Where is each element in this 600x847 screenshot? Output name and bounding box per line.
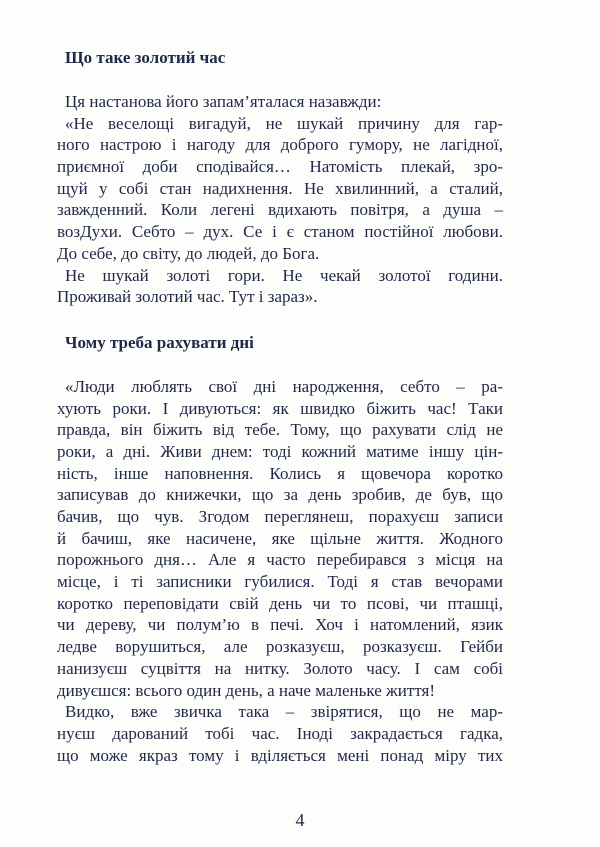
- text-line: місце, і ті записники губилися. Тоді я став вечорами: [57, 572, 503, 592]
- text-line: До себе, до світу, до людей, до Бога.: [57, 243, 320, 263]
- text-line: ність, інше наповнення. Колись я щовечора коротко: [57, 463, 503, 483]
- text-line: Видко, вже звичка така – звірятися, що не мар-: [65, 702, 503, 722]
- text-line: бачив, що чув. Згодом переглянеш, порахуєш записи: [57, 507, 503, 526]
- text-line: роки, а дні. Живи днем: тоді кожний матиме іншу цін-: [57, 441, 503, 461]
- paragraph: [57, 376, 503, 701]
- text-line: нанизуєш суцвіття на нитку. Золото часу. І сам собі: [57, 658, 503, 678]
- text-line: завжденний. Коли легені вдихають повітря, а душа –: [57, 200, 503, 220]
- section-heading: Що таке золотий час: [65, 48, 226, 67]
- text-line: коротко переповідати свій день чи то псові, чи пташці,: [57, 593, 503, 613]
- section-text: [57, 91, 503, 308]
- text-line: щуй у собі стан надихнення. Не хвилинний, а сталий,: [57, 178, 503, 198]
- text-line: ного настрою і нагоду для доброго гумору, не лагідної,: [57, 135, 503, 155]
- section-counting-days: [57, 332, 503, 766]
- text-line: записував до книжечки, що за день зробив, де був, що: [57, 485, 503, 505]
- text-line: Не шукай золоті гори. Не чекай золотої години.: [65, 265, 503, 285]
- text-line: Ця настанова його запам’яталася назавжди:: [65, 92, 382, 111]
- page-body: [57, 47, 503, 766]
- text-line: «Не веселощі вигадуй, не шукай причину для гар-: [65, 113, 503, 133]
- paragraph: [57, 701, 503, 766]
- text-line: возДухи. Себто – дух. Се і є станом постійної любови.: [57, 222, 503, 242]
- text-line: порожнього дня… Але я часто перебирався з місця на: [57, 550, 503, 570]
- text-line: чи дереву, чи полум’ю в печі. Хоч і натомлений, язик: [57, 615, 503, 635]
- text-line: дивуєшся: всього один день, а наче маленьке життя!: [57, 680, 436, 700]
- paragraph: [57, 91, 503, 113]
- text-line: Проживай золотий час. Тут і зараз».: [57, 287, 318, 307]
- text-line: що може якраз тому і вділяється мені понад міру тих: [57, 745, 503, 765]
- text-line: хують роки. І дивуються: як швидко біжить час! Таки: [57, 398, 503, 418]
- text-line: нуєш дарований тобі час. Іноді закрадається гадка,: [57, 723, 503, 743]
- section-golden-time: [57, 47, 503, 308]
- paragraph: [57, 265, 503, 308]
- text-line: приємної доби сподівайся… Натомість плекай, зро-: [57, 157, 503, 177]
- text-line: ледве ворушиться, але розказуєш, розказуєш. Гейби: [57, 637, 503, 657]
- page-number: 4: [295, 810, 305, 830]
- text-line: правда, він біжить від тебе. Тому, що рахувати слід не: [57, 420, 503, 440]
- paragraph: [57, 113, 503, 265]
- section-text: [57, 376, 503, 766]
- text-line: «Люди люблять свої дні народження, себто – ра-: [65, 376, 503, 396]
- section-heading: Чому треба рахувати дні: [65, 332, 254, 352]
- text-line: й бачиш, яке насичене, яке щільне життя. Жодного: [57, 528, 503, 548]
